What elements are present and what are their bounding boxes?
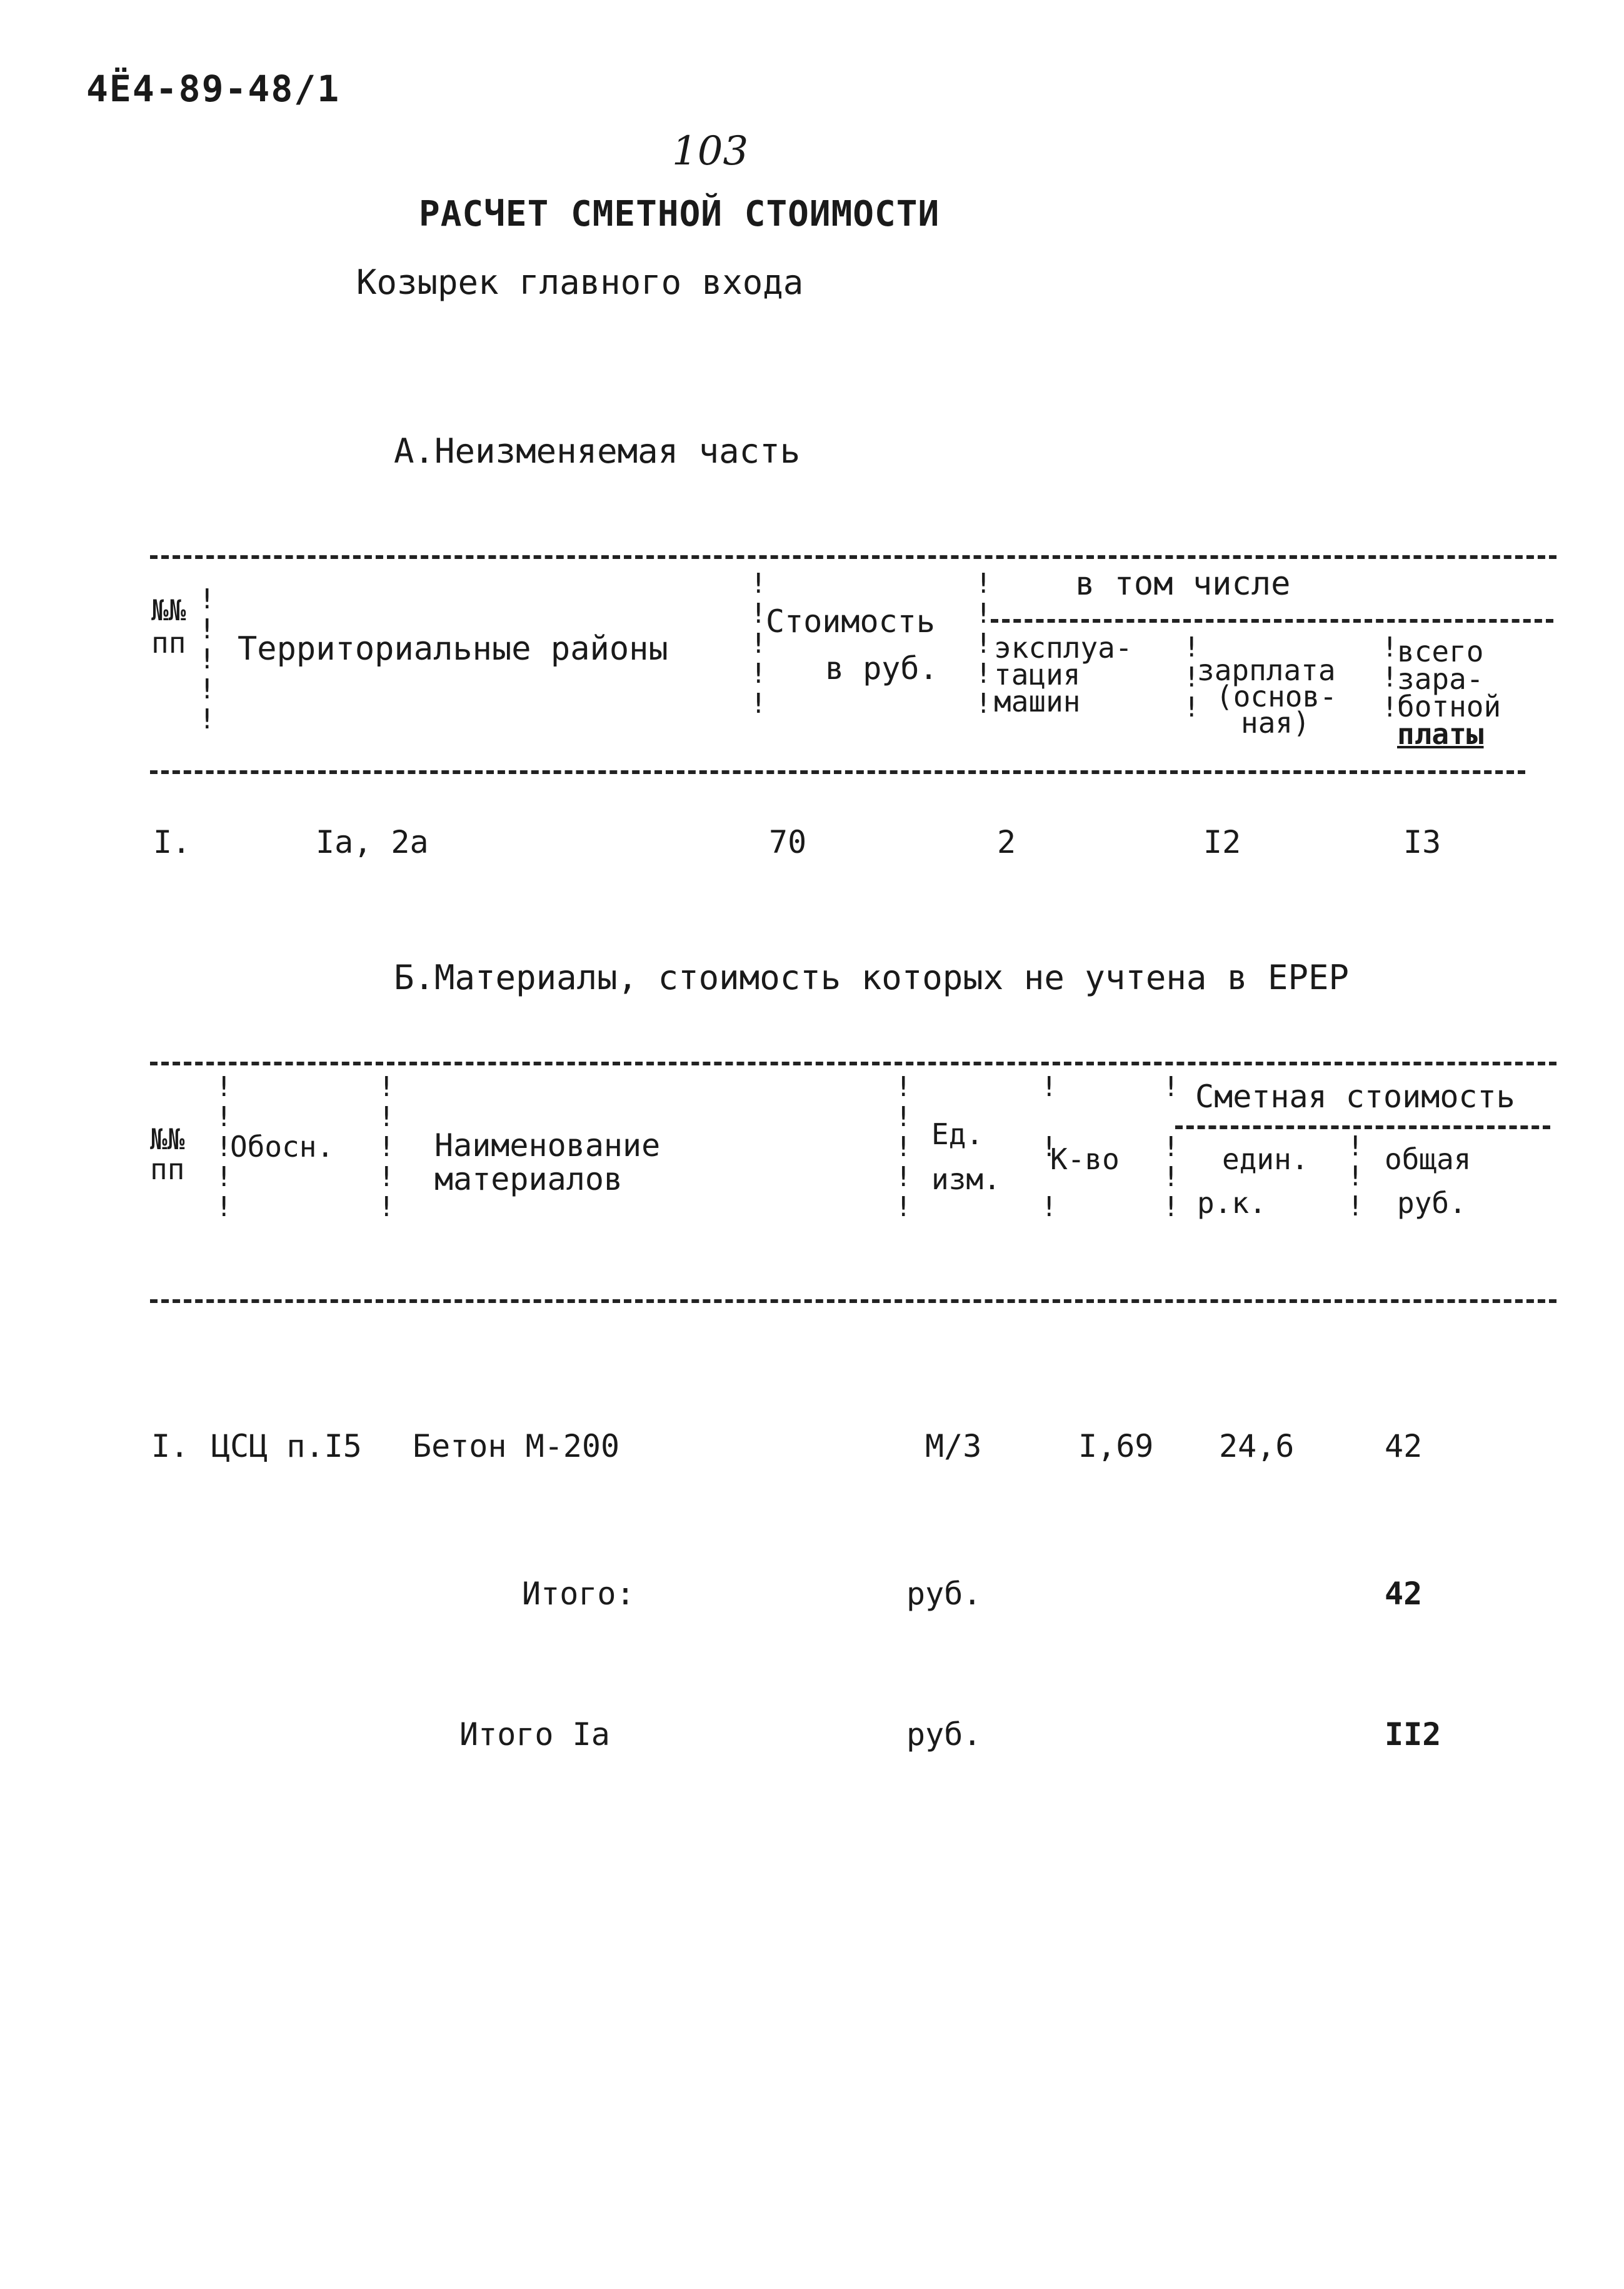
- subtotal-label: Итого:: [522, 1576, 635, 1612]
- col-separator: ! ! !: [1381, 631, 1398, 723]
- section-a-heading: А.Неизменяемая часть: [394, 431, 801, 471]
- col-separator: ! ! ! ! !: [216, 1071, 233, 1223]
- col-total-salary-line2: зара-: [1397, 662, 1484, 696]
- col-qty: К-во: [1050, 1142, 1120, 1176]
- col-basis: Обосн.: [230, 1130, 334, 1164]
- subtotal-value: 42: [1385, 1576, 1423, 1612]
- col-salary-line1: зарплата: [1197, 653, 1336, 687]
- col-total-salary-line4: платы: [1397, 717, 1484, 751]
- col-separator: ! ! !: [1041, 1071, 1058, 1223]
- col-unit-line2: изм.: [931, 1162, 1001, 1196]
- incl-group-rule: [991, 619, 1553, 623]
- row-num: I.: [153, 824, 191, 860]
- col-name-line1: Наименование: [434, 1127, 661, 1164]
- col-machines-line3: машин: [994, 685, 1081, 718]
- row-cost: 70: [769, 824, 807, 860]
- row-name: Бетон М-200: [413, 1428, 620, 1464]
- row-num: I.: [151, 1428, 189, 1464]
- table-b-top-rule: [150, 1062, 1556, 1065]
- row-total-salary: I3: [1403, 824, 1441, 860]
- col-cost-group: Сметная стоимость: [1195, 1079, 1515, 1115]
- col-separator: ! ! ! ! !: [750, 568, 767, 720]
- col-separator: ! ! ! ! !: [975, 568, 992, 720]
- col-separator: ! ! !: [1347, 1130, 1364, 1222]
- col-total-cost-line2: руб.: [1397, 1186, 1466, 1220]
- section-b-heading: Б.Материалы, стоимость которых не учтена в ЕРЕР: [394, 958, 1350, 997]
- document-code: 4Ё4-89-48/1: [86, 68, 341, 110]
- total-value: II2: [1385, 1716, 1441, 1753]
- col-territory: Территориальные районы: [238, 630, 668, 668]
- col-num-line2: пп: [151, 626, 186, 660]
- row-salary: I2: [1203, 824, 1241, 860]
- col-unit-cost-line2: р.к.: [1197, 1186, 1266, 1220]
- table-a-header-rule: [150, 770, 1525, 774]
- col-separator: ! ! ! !: [1163, 1071, 1180, 1223]
- col-incl-group: в том числе: [1075, 565, 1291, 603]
- page-number: 103: [672, 128, 749, 174]
- col-separator: ! ! !: [1183, 631, 1200, 723]
- col-num-line2: пп: [150, 1152, 185, 1186]
- col-salary-line3: ная): [1241, 706, 1310, 740]
- row-unit-cost: 24,6: [1219, 1428, 1295, 1464]
- col-num-line1: №№: [150, 1122, 185, 1156]
- col-total-salary-line1: всего: [1397, 635, 1484, 668]
- row-territory: Iа, 2а: [316, 824, 429, 860]
- col-name-line2: материалов: [434, 1161, 623, 1197]
- row-basis: ЦСЦ п.I5: [211, 1428, 362, 1464]
- col-unit-line1: Ед.: [931, 1117, 984, 1151]
- page-subtitle: Козырек главного входа: [356, 263, 804, 302]
- col-separator: ! ! ! ! !: [199, 583, 216, 735]
- table-a-top-rule: [150, 555, 1556, 559]
- total-unit: руб.: [906, 1716, 982, 1753]
- row-total-cost: 42: [1385, 1428, 1423, 1464]
- subtotal-unit: руб.: [906, 1576, 982, 1612]
- col-machines-line1: эксплуа-: [994, 631, 1133, 665]
- col-num-line1: №№: [151, 593, 186, 627]
- row-machines: 2: [997, 824, 1016, 860]
- row-qty: I,69: [1078, 1428, 1154, 1464]
- col-unit-cost-line1: един.: [1222, 1142, 1309, 1176]
- col-machines-line2: тация: [994, 658, 1081, 692]
- total-label: Итого Iа: [459, 1716, 610, 1753]
- row-unit: М/3: [925, 1428, 982, 1464]
- col-separator: ! ! ! ! !: [378, 1071, 395, 1223]
- col-total-cost-line1: общая: [1385, 1142, 1471, 1176]
- page-title: РАСЧЕТ СМЕТНОЙ СТОИМОСТИ: [419, 194, 940, 234]
- col-cost-line1: Стоимость: [766, 603, 935, 640]
- col-separator: ! ! ! ! !: [895, 1071, 912, 1223]
- cost-group-rule: [1175, 1125, 1550, 1129]
- col-total-salary-line3: ботной: [1397, 690, 1501, 723]
- col-salary-line2: (основ-: [1216, 680, 1337, 713]
- col-cost-line2: в руб.: [825, 650, 938, 687]
- table-b-header-rule: [150, 1299, 1556, 1303]
